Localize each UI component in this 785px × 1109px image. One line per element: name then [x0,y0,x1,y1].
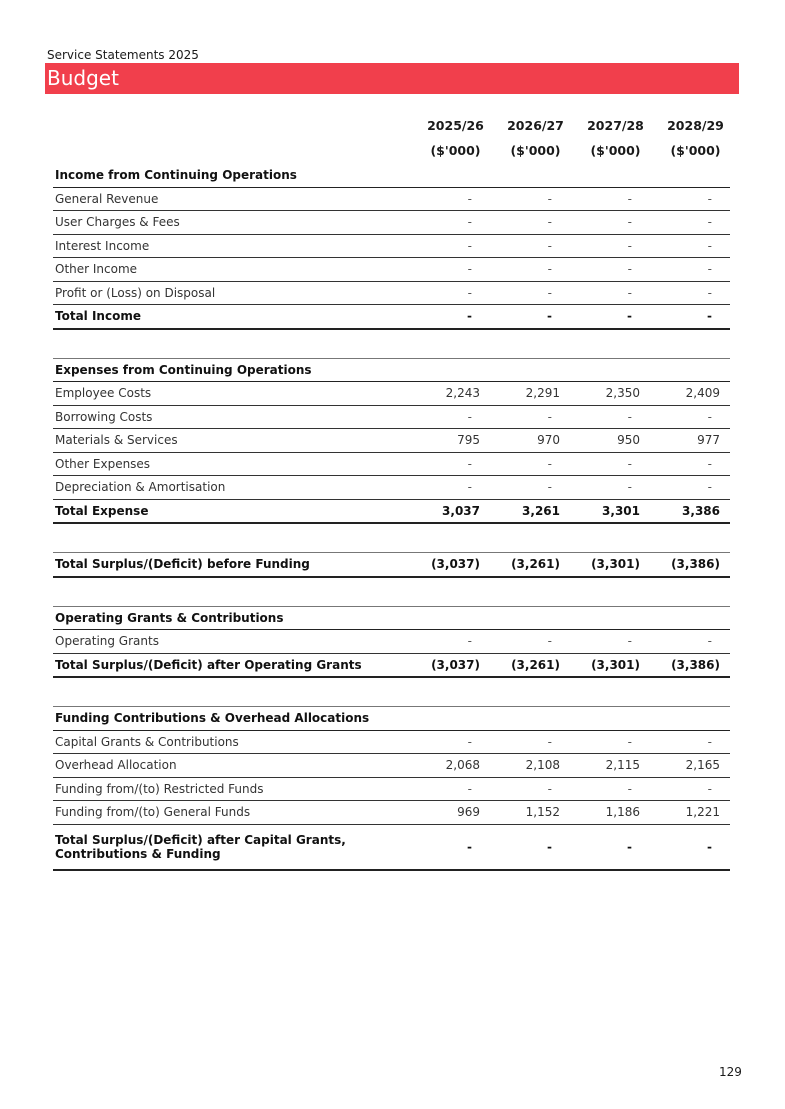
row-label: Materials & Services [53,429,410,453]
spacer-row [53,329,730,359]
row-label: Other Income [53,258,410,282]
value-cell: - [650,234,730,258]
table-row [53,211,730,235]
value-cell: 3,301 [570,499,650,523]
row-label-line: Contributions & Funding [55,846,221,861]
section-heading-row [53,606,730,630]
section-heading: Funding Contributions & Overhead Allocations [53,707,730,731]
value-cell: - [490,730,570,754]
value-cell: (3,301) [570,653,650,677]
value-cell: - [490,234,570,258]
value-cell: - [650,476,730,500]
page-number: 129 [719,1065,742,1079]
value-cell: - [410,234,490,258]
value-cell: - [570,234,650,258]
value-cell: (3,261) [490,553,570,577]
value-cell: 795 [410,429,490,453]
table-row [53,258,730,282]
row-label: Other Expenses [53,452,410,476]
value-cell: 950 [570,429,650,453]
value-cell: - [570,452,650,476]
spacer-cell [53,677,730,707]
row-label: Total Surplus/(Deficit) after Operating Grants [53,653,410,677]
value-cell: - [570,281,650,305]
total-row [53,653,730,677]
table-row [53,429,730,453]
column-header: 2025/26 ($'000) [427,118,484,158]
column-header-row [53,112,730,164]
value-cell: 2,409 [650,382,730,406]
value-cell: - [570,630,650,654]
value-cell: - [410,476,490,500]
value-cell: 3,386 [650,499,730,523]
value-cell: - [570,211,650,235]
final-total-row [53,824,730,870]
row-label: Interest Income [53,234,410,258]
value-cell: (3,037) [410,553,490,577]
section-heading-row [53,707,730,731]
row-label: Overhead Allocation [53,754,410,778]
table-row [53,382,730,406]
total-row [53,553,730,577]
value-cell: (3,261) [490,653,570,677]
value-cell: - [650,258,730,282]
value-cell: - [410,405,490,429]
value-cell: 2,115 [570,754,650,778]
value-cell: - [650,305,730,329]
value-cell: 2,165 [650,754,730,778]
value-cell: - [650,630,730,654]
value-cell: - [650,730,730,754]
table-row [53,801,730,825]
table-row [53,281,730,305]
table-row [53,630,730,654]
spacer-cell [53,523,730,553]
spacer-row [53,523,730,553]
value-cell: 2,350 [570,382,650,406]
value-cell: - [570,405,650,429]
row-label [53,824,410,870]
value-cell: - [410,777,490,801]
value-cell: - [490,281,570,305]
value-cell: - [490,258,570,282]
value-cell: - [650,187,730,211]
value-cell: - [410,187,490,211]
row-label: Profit or (Loss) on Disposal [53,281,410,305]
value-cell: - [490,305,570,329]
value-cell: - [410,211,490,235]
total-row [53,499,730,523]
value-cell: - [490,211,570,235]
value-cell: - [410,281,490,305]
value-cell: - [410,730,490,754]
value-cell: 2,243 [410,382,490,406]
value-cell: 2,068 [410,754,490,778]
value-cell: (3,301) [570,553,650,577]
value-cell: - [490,824,570,870]
table-row [53,234,730,258]
table-row [53,452,730,476]
page-title: Budget [45,63,739,94]
column-header: 2027/28 ($'000) [587,118,644,158]
row-label-line: Total Surplus/(Deficit) after Capital Grants, [55,832,346,847]
spacer-cell [53,577,730,607]
row-label: Depreciation & Amortisation [53,476,410,500]
value-cell: - [650,824,730,870]
section-heading-row [53,164,730,187]
value-cell: (3,386) [650,653,730,677]
value-cell: - [570,824,650,870]
budget-table [53,112,730,871]
value-cell: - [410,824,490,870]
spacer-row [53,677,730,707]
value-cell: - [490,187,570,211]
spacer-row [53,577,730,607]
value-cell: - [650,405,730,429]
value-cell: 3,261 [490,499,570,523]
value-cell: (3,037) [410,653,490,677]
value-cell: - [570,476,650,500]
row-label: Employee Costs [53,382,410,406]
value-cell: 3,037 [410,499,490,523]
value-cell: 1,221 [650,801,730,825]
row-label: Total Expense [53,499,410,523]
value-cell: - [490,405,570,429]
row-label: Operating Grants [53,630,410,654]
value-cell: - [570,258,650,282]
value-cell: 1,186 [570,801,650,825]
table-row [53,187,730,211]
table-row [53,405,730,429]
value-cell: 977 [650,429,730,453]
value-cell: - [410,452,490,476]
header-spacer [53,112,410,164]
value-cell: - [410,258,490,282]
table-row [53,754,730,778]
value-cell: - [650,211,730,235]
section-heading: Operating Grants & Contributions [53,606,730,630]
row-label: User Charges & Fees [53,211,410,235]
table-row [53,476,730,500]
row-label: Borrowing Costs [53,405,410,429]
value-cell: 969 [410,801,490,825]
row-label: Total Surplus/(Deficit) before Funding [53,553,410,577]
section-heading-row [53,358,730,382]
value-cell: (3,386) [650,553,730,577]
row-label: Funding from/(to) Restricted Funds [53,777,410,801]
value-cell: 970 [490,429,570,453]
row-label: General Revenue [53,187,410,211]
row-label: Funding from/(to) General Funds [53,801,410,825]
value-cell: - [650,777,730,801]
table-row [53,777,730,801]
value-cell: - [570,187,650,211]
value-cell: - [410,630,490,654]
column-header: 2028/29 ($'000) [667,118,724,158]
section-heading: Income from Continuing Operations [53,164,730,187]
value-cell: - [490,452,570,476]
value-cell: - [490,777,570,801]
row-label: Capital Grants & Contributions [53,730,410,754]
value-cell: - [570,777,650,801]
value-cell: - [570,305,650,329]
value-cell: 1,152 [490,801,570,825]
value-cell: - [650,281,730,305]
spacer-cell [53,329,730,359]
value-cell: - [410,305,490,329]
value-cell: 2,108 [490,754,570,778]
statement-label: Service Statements 2025 [47,48,199,62]
value-cell: - [490,630,570,654]
total-row [53,305,730,329]
value-cell: 2,291 [490,382,570,406]
table-row [53,730,730,754]
value-cell: - [570,730,650,754]
column-header: 2026/27 ($'000) [507,118,564,158]
value-cell: - [650,452,730,476]
row-label: Total Income [53,305,410,329]
section-heading: Expenses from Continuing Operations [53,358,730,382]
value-cell: - [490,476,570,500]
